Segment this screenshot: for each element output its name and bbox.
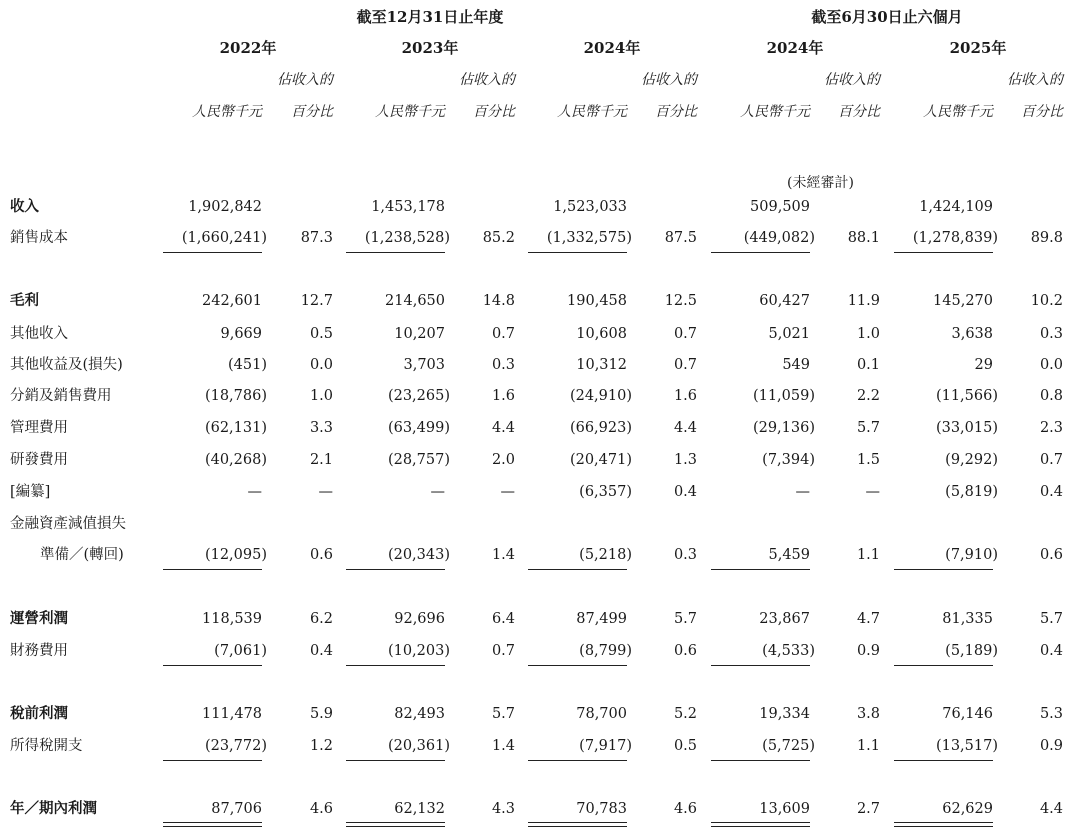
amount-cell: 5,021 bbox=[768, 326, 810, 342]
percent-cell: 5.9 bbox=[309, 706, 333, 722]
percent-cell: 11.9 bbox=[847, 293, 880, 309]
percent-cell: 89.8 bbox=[1030, 230, 1063, 246]
amount-cell: (23,772) bbox=[204, 738, 267, 754]
percent-cell: 1.5 bbox=[856, 452, 880, 468]
percent-cell: 1.4 bbox=[491, 547, 515, 563]
amount-cell: 82,493 bbox=[394, 706, 445, 722]
unaudited-note: (未經審計) bbox=[787, 175, 854, 191]
amount-cell: (28,757) bbox=[387, 452, 450, 468]
percent-cell: 2.7 bbox=[856, 801, 880, 817]
subtotal-underline bbox=[894, 252, 993, 253]
amount-cell: (1,660,241) bbox=[181, 230, 267, 246]
year-header: 2024年 bbox=[583, 39, 641, 57]
amount-cell: (5,819) bbox=[945, 484, 998, 500]
pct-header-line2: 百分比 bbox=[1021, 104, 1063, 120]
percent-cell: 1.4 bbox=[491, 738, 515, 754]
subtotal-underline bbox=[894, 569, 993, 570]
subtotal-underline bbox=[711, 665, 810, 666]
amount-cell: (33,015) bbox=[935, 420, 998, 436]
amount-cell: (13,517) bbox=[935, 738, 998, 754]
amount-cell: (5,725) bbox=[762, 738, 815, 754]
percent-cell: 10.2 bbox=[1030, 293, 1063, 309]
percent-cell: 5.2 bbox=[673, 706, 697, 722]
row-label: 準備／(轉回) bbox=[40, 547, 124, 563]
amount-cell: (4,533) bbox=[762, 643, 815, 659]
percent-cell: 0.9 bbox=[1039, 738, 1063, 754]
amount-cell: 76,146 bbox=[942, 706, 993, 722]
amount-cell: (8,799) bbox=[579, 643, 632, 659]
row-label: 管理費用 bbox=[10, 420, 68, 436]
amount-cell: (23,265) bbox=[387, 388, 450, 404]
percent-cell: 2.3 bbox=[1039, 420, 1063, 436]
amount-cell: 214,650 bbox=[385, 293, 445, 309]
percent-cell: 0.7 bbox=[673, 326, 697, 342]
row-label: 研發費用 bbox=[10, 452, 68, 468]
row-label: 所得稅開支 bbox=[10, 738, 83, 754]
percent-cell: 1.0 bbox=[309, 388, 333, 404]
amount-cell: (66,923) bbox=[569, 420, 632, 436]
percent-cell: 85.2 bbox=[482, 230, 515, 246]
unit-header: 人民幣千元 bbox=[740, 104, 810, 120]
pct-header-line2: 百分比 bbox=[291, 104, 333, 120]
unit-header: 人民幣千元 bbox=[375, 104, 445, 120]
percent-cell: 1.3 bbox=[673, 452, 697, 468]
row-label: 稅前利潤 bbox=[10, 705, 68, 722]
amount-cell: (7,917) bbox=[579, 738, 632, 754]
amount-cell: (7,394) bbox=[762, 452, 815, 468]
amount-cell: 70,783 bbox=[576, 801, 627, 817]
percent-cell: 12.7 bbox=[300, 293, 333, 309]
percent-cell: 0.7 bbox=[491, 326, 515, 342]
pct-header-line2: 百分比 bbox=[473, 104, 515, 120]
percent-cell: 1.6 bbox=[673, 388, 697, 404]
percent-cell: 4.6 bbox=[309, 801, 333, 817]
subtotal-underline bbox=[711, 569, 810, 570]
percent-cell: 4.7 bbox=[856, 611, 880, 627]
row-label: 分銷及銷售費用 bbox=[10, 388, 112, 404]
percent-cell: — bbox=[318, 484, 333, 500]
percent-cell: 1.1 bbox=[856, 547, 880, 563]
amount-cell: (20,361) bbox=[387, 738, 450, 754]
unit-header: 人民幣千元 bbox=[923, 104, 993, 120]
amount-cell: 1,902,842 bbox=[188, 199, 262, 215]
year-header: 2024年 bbox=[766, 39, 824, 57]
pct-header-line1: 佔收入的 bbox=[1007, 72, 1063, 88]
percent-cell: 4.4 bbox=[491, 420, 515, 436]
amount-cell: (1,238,528) bbox=[364, 230, 450, 246]
percent-cell: 5.3 bbox=[1039, 706, 1063, 722]
percent-cell: 1.1 bbox=[856, 738, 880, 754]
percent-cell: 5.7 bbox=[491, 706, 515, 722]
amount-cell: — bbox=[247, 484, 262, 500]
total-double-underline bbox=[894, 822, 993, 827]
amount-cell: 60,427 bbox=[759, 293, 810, 309]
amount-cell: (11,566) bbox=[935, 388, 998, 404]
percent-cell: 0.6 bbox=[673, 643, 697, 659]
amount-cell: 118,539 bbox=[202, 611, 262, 627]
amount-cell: 10,312 bbox=[576, 357, 627, 373]
total-double-underline bbox=[711, 822, 810, 827]
amount-cell: (1,278,839) bbox=[912, 230, 998, 246]
percent-cell: 1.6 bbox=[491, 388, 515, 404]
amount-cell: (12,095) bbox=[204, 547, 267, 563]
percent-cell: — bbox=[865, 484, 880, 500]
percent-cell: 0.5 bbox=[309, 326, 333, 342]
amount-cell: 1,523,033 bbox=[553, 199, 627, 215]
amount-cell: 1,424,109 bbox=[919, 199, 993, 215]
percent-cell: 2.1 bbox=[309, 452, 333, 468]
amount-cell: (7,910) bbox=[945, 547, 998, 563]
amount-cell: 549 bbox=[782, 357, 810, 373]
subtotal-underline bbox=[163, 252, 262, 253]
amount-cell: 62,132 bbox=[394, 801, 445, 817]
amount-cell: (5,189) bbox=[945, 643, 998, 659]
group-header-annual: 截至12月31日止年度 bbox=[356, 8, 504, 26]
subtotal-underline bbox=[346, 760, 445, 761]
pct-header-line1: 佔收入的 bbox=[277, 72, 333, 88]
total-double-underline bbox=[528, 822, 627, 827]
row-label: 銷售成本 bbox=[10, 230, 68, 246]
pct-header-line2: 百分比 bbox=[838, 104, 880, 120]
row-label: [編纂] bbox=[10, 484, 51, 500]
percent-cell: 12.5 bbox=[664, 293, 697, 309]
percent-cell: 0.4 bbox=[309, 643, 333, 659]
subtotal-underline bbox=[528, 252, 627, 253]
percent-cell: 0.6 bbox=[309, 547, 333, 563]
total-double-underline bbox=[346, 822, 445, 827]
percent-cell: 0.4 bbox=[1039, 643, 1063, 659]
percent-cell: 3.3 bbox=[309, 420, 333, 436]
percent-cell: 0.1 bbox=[856, 357, 880, 373]
row-label: 年／期內利潤 bbox=[10, 800, 97, 817]
subtotal-underline bbox=[528, 760, 627, 761]
amount-cell: (18,786) bbox=[204, 388, 267, 404]
percent-cell: 6.4 bbox=[491, 611, 515, 627]
percent-cell: 0.7 bbox=[1039, 452, 1063, 468]
total-double-underline bbox=[163, 822, 262, 827]
subtotal-underline bbox=[163, 665, 262, 666]
amount-cell: 29 bbox=[974, 357, 993, 373]
amount-cell: 13,609 bbox=[759, 801, 810, 817]
amount-cell: (451) bbox=[228, 357, 267, 373]
row-label: 運營利潤 bbox=[10, 610, 68, 627]
amount-cell: (449,082) bbox=[743, 230, 815, 246]
amount-cell: — bbox=[795, 484, 810, 500]
pct-header-line1: 佔收入的 bbox=[824, 72, 880, 88]
row-label: 財務費用 bbox=[10, 643, 68, 659]
amount-cell: (20,343) bbox=[387, 547, 450, 563]
amount-cell: (29,136) bbox=[752, 420, 815, 436]
percent-cell: 0.7 bbox=[673, 357, 697, 373]
percent-cell: 0.4 bbox=[1039, 484, 1063, 500]
amount-cell: 190,458 bbox=[567, 293, 627, 309]
percent-cell: 0.8 bbox=[1039, 388, 1063, 404]
subtotal-underline bbox=[711, 252, 810, 253]
subtotal-underline bbox=[163, 569, 262, 570]
percent-cell: 4.3 bbox=[491, 801, 515, 817]
row-label: 其他收入 bbox=[10, 326, 68, 342]
amount-cell: (6,357) bbox=[579, 484, 632, 500]
percent-cell: 2.2 bbox=[856, 388, 880, 404]
amount-cell: 111,478 bbox=[202, 706, 262, 722]
year-header: 2022年 bbox=[219, 39, 277, 57]
amount-cell: 3,703 bbox=[403, 357, 445, 373]
percent-cell: 5.7 bbox=[1039, 611, 1063, 627]
amount-cell: (40,268) bbox=[204, 452, 267, 468]
row-label: 金融資產減值損失 bbox=[10, 516, 126, 532]
amount-cell: (11,059) bbox=[752, 388, 815, 404]
percent-cell: 4.4 bbox=[673, 420, 697, 436]
amount-cell: 78,700 bbox=[576, 706, 627, 722]
pct-header-line1: 佔收入的 bbox=[641, 72, 697, 88]
amount-cell: — bbox=[430, 484, 445, 500]
percent-cell: 0.0 bbox=[309, 357, 333, 373]
percent-cell: 0.3 bbox=[491, 357, 515, 373]
amount-cell: (5,218) bbox=[579, 547, 632, 563]
pct-header-line2: 百分比 bbox=[655, 104, 697, 120]
group-header-half-year: 截至6月30日止六個月 bbox=[811, 8, 963, 26]
subtotal-underline bbox=[346, 665, 445, 666]
amount-cell: 242,601 bbox=[202, 293, 262, 309]
row-label: 毛利 bbox=[10, 292, 39, 309]
percent-cell: 0.9 bbox=[856, 643, 880, 659]
year-header: 2025年 bbox=[949, 39, 1007, 57]
percent-cell: 0.4 bbox=[673, 484, 697, 500]
amount-cell: (1,332,575) bbox=[546, 230, 632, 246]
percent-cell: 0.3 bbox=[673, 547, 697, 563]
percent-cell: 0.3 bbox=[1039, 326, 1063, 342]
subtotal-underline bbox=[346, 252, 445, 253]
subtotal-underline bbox=[711, 760, 810, 761]
row-label: 其他收益及(損失) bbox=[10, 357, 123, 373]
amount-cell: 92,696 bbox=[394, 611, 445, 627]
amount-cell: 9,669 bbox=[220, 326, 262, 342]
percent-cell: 3.8 bbox=[856, 706, 880, 722]
amount-cell: (62,131) bbox=[204, 420, 267, 436]
amount-cell: 145,270 bbox=[933, 293, 993, 309]
percent-cell: 0.6 bbox=[1039, 547, 1063, 563]
amount-cell: 5,459 bbox=[768, 547, 810, 563]
unit-header: 人民幣千元 bbox=[192, 104, 262, 120]
amount-cell: 87,706 bbox=[211, 801, 262, 817]
year-header: 2023年 bbox=[401, 39, 459, 57]
percent-cell: 14.8 bbox=[482, 293, 515, 309]
percent-cell: 5.7 bbox=[673, 611, 697, 627]
subtotal-underline bbox=[894, 760, 993, 761]
percent-cell: 2.0 bbox=[491, 452, 515, 468]
percent-cell: 4.6 bbox=[673, 801, 697, 817]
amount-cell: 509,509 bbox=[750, 199, 810, 215]
percent-cell: — bbox=[500, 484, 515, 500]
amount-cell: (20,471) bbox=[569, 452, 632, 468]
percent-cell: 0.7 bbox=[491, 643, 515, 659]
subtotal-underline bbox=[894, 665, 993, 666]
percent-cell: 1.2 bbox=[309, 738, 333, 754]
amount-cell: 87,499 bbox=[576, 611, 627, 627]
amount-cell: (24,910) bbox=[569, 388, 632, 404]
percent-cell: 0.0 bbox=[1039, 357, 1063, 373]
amount-cell: 23,867 bbox=[759, 611, 810, 627]
percent-cell: 87.5 bbox=[664, 230, 697, 246]
subtotal-underline bbox=[528, 569, 627, 570]
percent-cell: 4.4 bbox=[1039, 801, 1063, 817]
amount-cell: 19,334 bbox=[759, 706, 810, 722]
amount-cell: 81,335 bbox=[942, 611, 993, 627]
percent-cell: 6.2 bbox=[309, 611, 333, 627]
amount-cell: (9,292) bbox=[945, 452, 998, 468]
amount-cell: 3,638 bbox=[951, 326, 993, 342]
amount-cell: (7,061) bbox=[214, 643, 267, 659]
percent-cell: 0.5 bbox=[673, 738, 697, 754]
subtotal-underline bbox=[163, 760, 262, 761]
amount-cell: (63,499) bbox=[387, 420, 450, 436]
unit-header: 人民幣千元 bbox=[557, 104, 627, 120]
amount-cell: 10,207 bbox=[394, 326, 445, 342]
percent-cell: 87.3 bbox=[300, 230, 333, 246]
subtotal-underline bbox=[528, 665, 627, 666]
amount-cell: 10,608 bbox=[576, 326, 627, 342]
percent-cell: 5.7 bbox=[856, 420, 880, 436]
row-label: 收入 bbox=[10, 198, 39, 215]
percent-cell: 88.1 bbox=[847, 230, 880, 246]
pct-header-line1: 佔收入的 bbox=[459, 72, 515, 88]
amount-cell: (10,203) bbox=[387, 643, 450, 659]
percent-cell: 1.0 bbox=[856, 326, 880, 342]
subtotal-underline bbox=[346, 569, 445, 570]
amount-cell: 1,453,178 bbox=[371, 199, 445, 215]
amount-cell: 62,629 bbox=[942, 801, 993, 817]
